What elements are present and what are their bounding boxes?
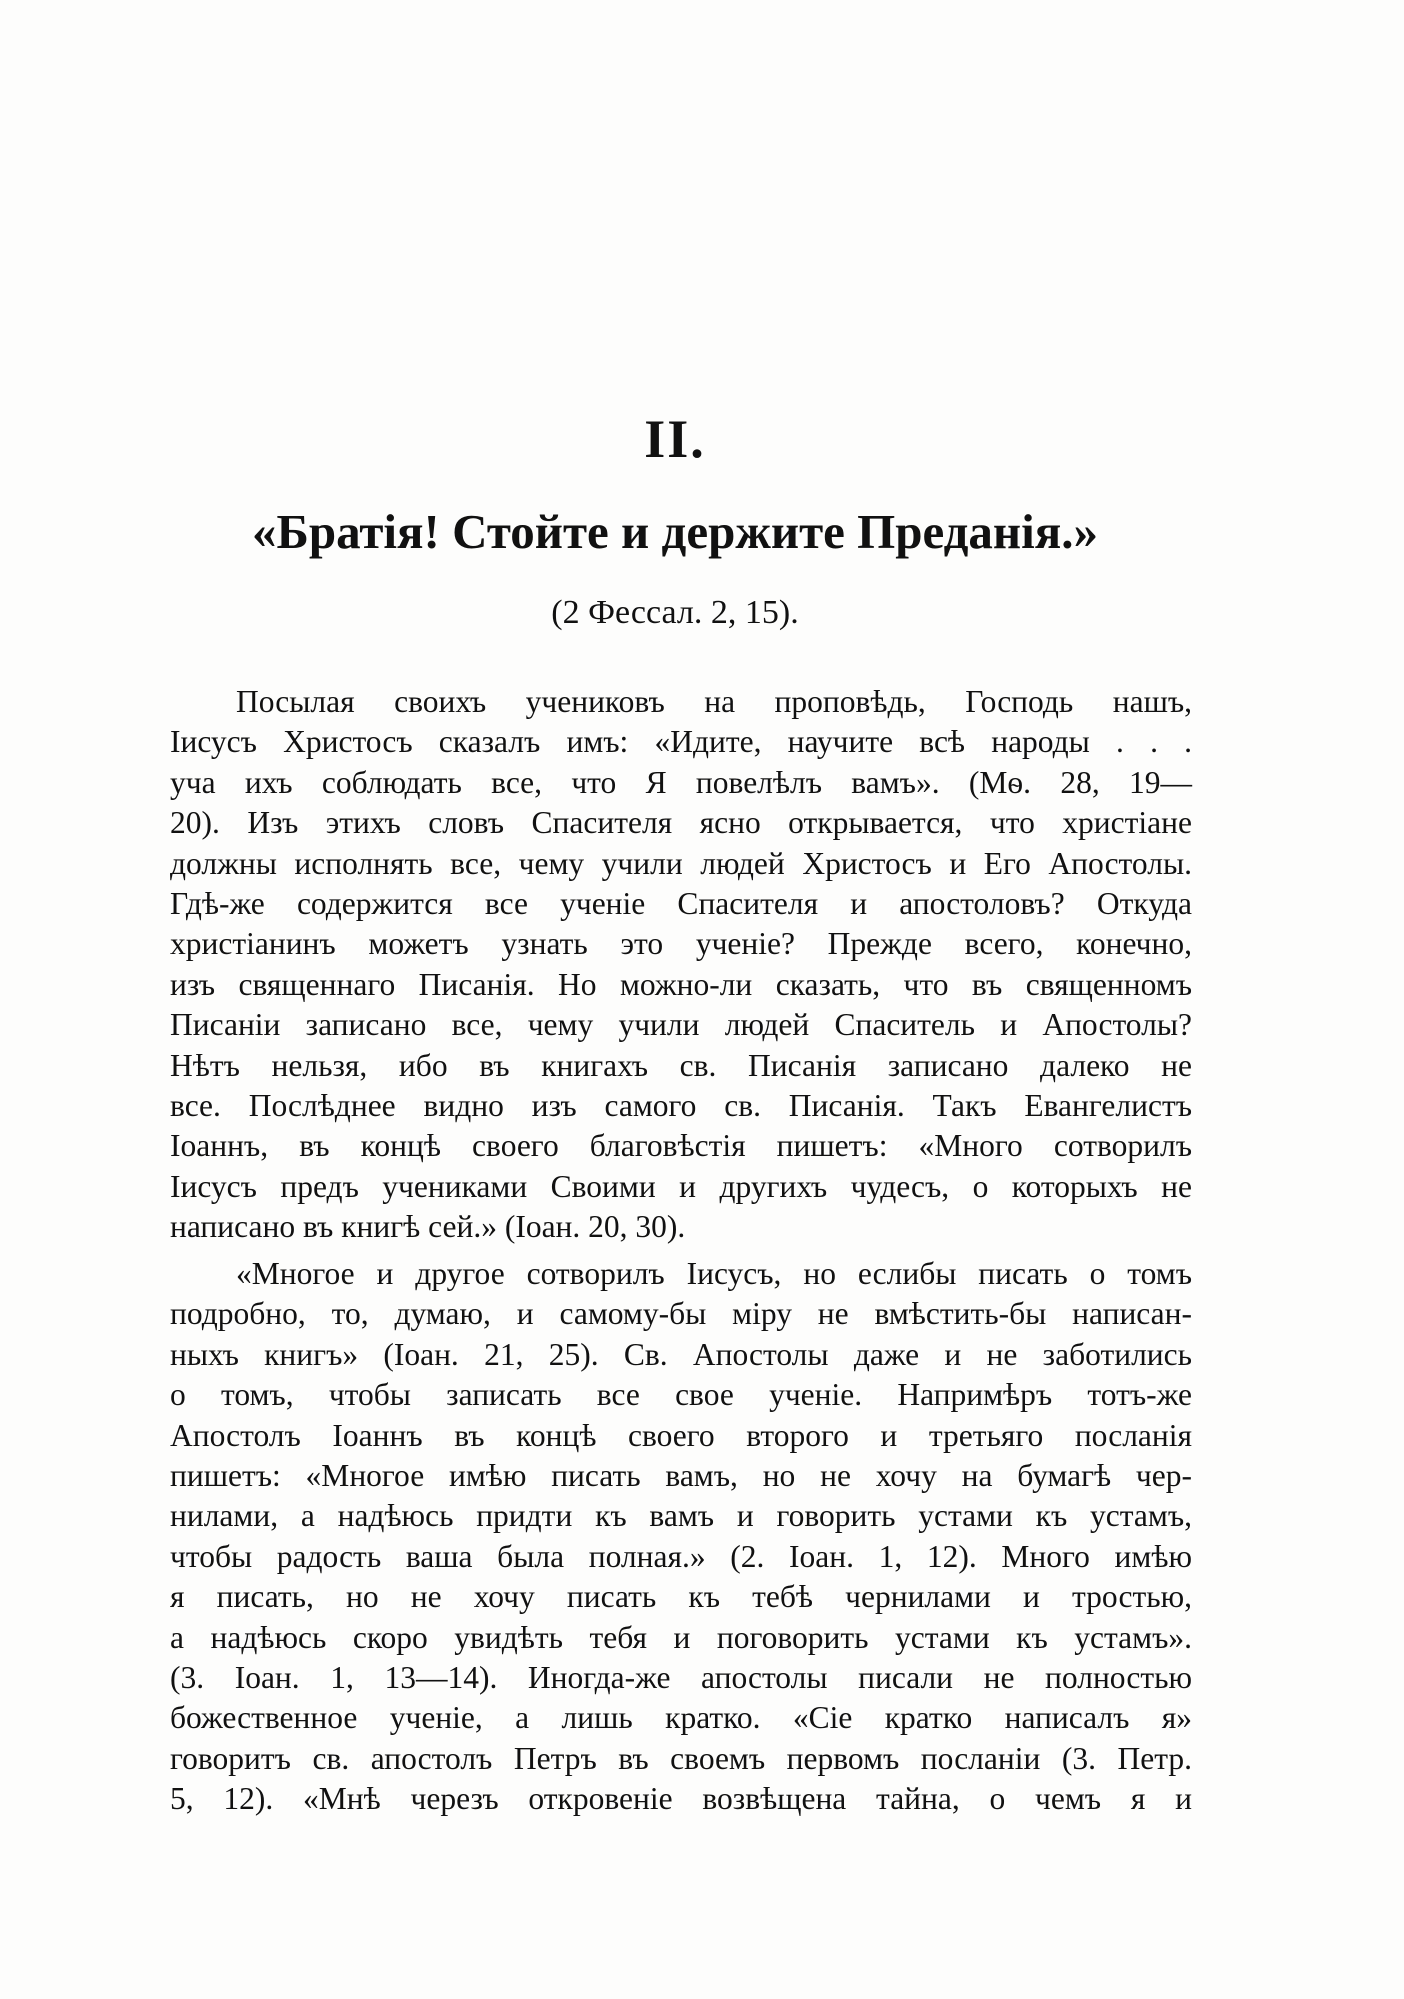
paragraph-2 [170, 1254, 1192, 1819]
text-line: говоритъ св. апостолъ Петръ въ своемъ первомъ посланіи (3. Петр. [170, 1740, 1192, 1776]
text-line: нилами, а надѣюсь придти къ вамъ и говорить устами къ устамъ, [170, 1498, 1192, 1534]
scripture-reference: (2 Фессал. 2, 15). [551, 594, 799, 631]
chapter-number: II. [644, 409, 706, 469]
text-line: Гдѣ-же содержится все ученіе Спасителя и апостоловъ? Откуда [170, 885, 1192, 921]
text-line: изъ священнаго Писанія. Но можно-ли сказать, что въ священномъ [170, 966, 1192, 1002]
text-line: Писаніи записано все, чему учили людей Спаситель и Апостолы? [170, 1007, 1192, 1043]
text-line: «Многое и другое сотворилъ Іисусъ, но еслибы писать о томъ [236, 1256, 1192, 1291]
text-line: подробно, то, думаю, и самому-бы міру не вмѣстить-бы написан- [170, 1296, 1192, 1332]
text-line: пишетъ: «Многое имѣю писать вамъ, но не хочу на бумагѣ чер- [170, 1457, 1192, 1493]
text-line: Апостолъ Іоаннъ въ концѣ своего второго и третьяго посланія [170, 1417, 1192, 1453]
text-line: христіанинъ можетъ узнать это ученіе? Прежде всего, конечно, [170, 926, 1192, 962]
text-line: Нѣтъ нельзя, ибо въ книгахъ св. Писанія записано далеко не [170, 1047, 1192, 1083]
text-line: уча ихъ соблюдать все, что Я повелѣлъ вамъ». (Мѳ. 28, 19— [170, 764, 1192, 800]
text-line: ныхъ книгъ» (Іоан. 21, 25). Св. Апостолы даже и не заботились [170, 1336, 1192, 1372]
text-line: все. Послѣднее видно изъ самого св. Писанія. Такъ Евангелистъ [170, 1087, 1192, 1123]
text-line: 5, 12). «Мнѣ черезъ откровеніе возвѣщена тайна, о чемъ я и [170, 1781, 1192, 1817]
chapter-title: «Братія! Стойте и держите Преданія.» [251, 504, 1099, 559]
text-line: написано въ книгѣ сей.» (Іоан. 20, 30). [170, 1209, 686, 1245]
paragraph-1 [170, 682, 1192, 1247]
text-line: чтобы радость ваша была полная.» (2. Іоан. 1, 12). Много имѣю [170, 1538, 1192, 1574]
text-line: Іисусъ предъ учениками Своими и другихъ чудесъ, о которыхъ не [170, 1168, 1192, 1204]
text-line: а надѣюсь скоро увидѣть тебя и поговорить устами къ устамъ». [170, 1619, 1192, 1655]
text-line: 20). Изъ этихъ словъ Спасителя ясно открывается, что христіане [170, 805, 1192, 841]
text-line: (3. Іоан. 1, 13—14). Иногда-же апостолы писали не полностью [170, 1659, 1192, 1695]
text-line: должны исполнять все, чему учили людей Христосъ и Его Апостолы. [170, 845, 1192, 881]
text-line: Іисусъ Христосъ сказалъ имъ: «Идите, научите всѣ народы . . . [170, 724, 1192, 760]
text-line: божественное ученіе, а лишь кратко. «Сіе кратко написалъ я» [170, 1700, 1192, 1736]
text-line: Іоаннъ, въ концѣ своего благовѣстія пишетъ: «Много сотворилъ [170, 1128, 1192, 1164]
text-line: я писать, но не хочу писать къ тебѣ чернилами и тростью, [170, 1579, 1192, 1615]
text-line: о томъ, чтобы записать все свое ученіе. Напримѣръ тотъ-же [170, 1377, 1192, 1413]
text-line: Посылая своихъ учениковъ на проповѣдь, Господь нашъ, [236, 684, 1192, 719]
